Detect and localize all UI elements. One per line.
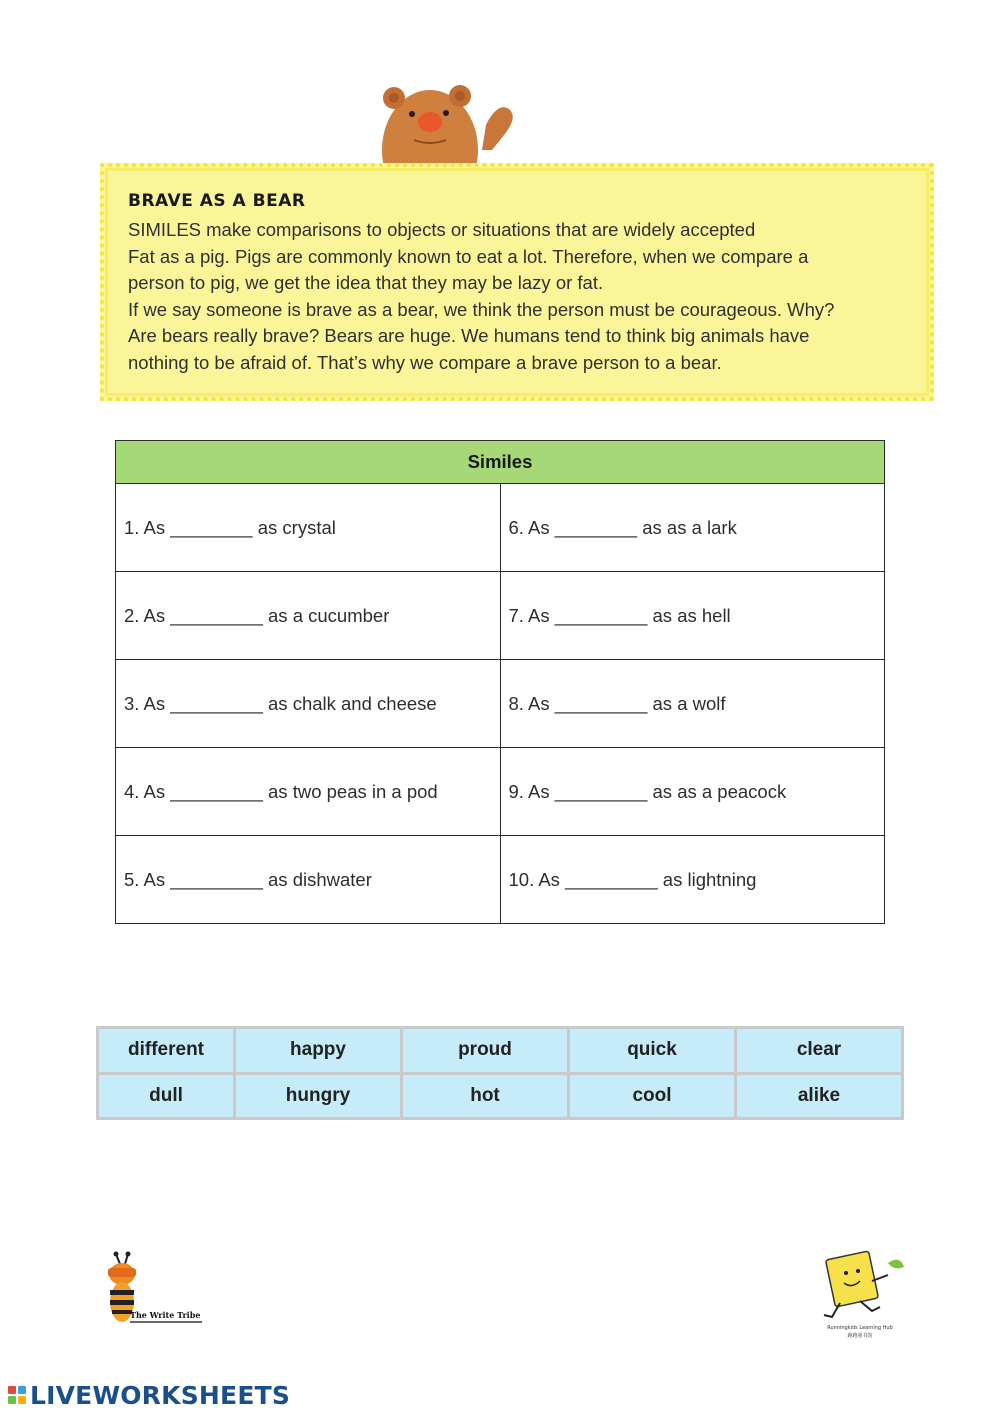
word-different[interactable]: different: [99, 1029, 233, 1072]
simile-7[interactable]: 7. As _________ as as hell: [500, 572, 885, 660]
simile-8[interactable]: 8. As _________ as a wolf: [500, 660, 885, 748]
simile-9[interactable]: 9. As _________ as as a peacock: [500, 748, 885, 836]
word-bank: [96, 1026, 904, 1120]
simile-1[interactable]: 1. As ________ as crystal: [116, 484, 501, 572]
simile-2[interactable]: 2. As _________ as a cucumber: [116, 572, 501, 660]
info-line: nothing to be afraid of. That’s why we compare a brave person to a bear.: [128, 351, 722, 373]
word-cool[interactable]: cool: [570, 1075, 734, 1118]
info-box: [100, 163, 934, 401]
bear-paw: [482, 107, 513, 150]
info-line: Fat as a pig. Pigs are commonly known to eat a lot. Therefore, when we compare a: [128, 245, 809, 267]
word-dull[interactable]: dull: [99, 1075, 233, 1118]
liveworksheets-brand[interactable]: [8, 1380, 290, 1410]
word-bank-row: [99, 1029, 901, 1072]
word-proud[interactable]: proud: [403, 1029, 567, 1072]
word-happy[interactable]: happy: [236, 1029, 400, 1072]
write-tribe-logo: [98, 1250, 208, 1330]
info-title: BRAVE AS A BEAR: [128, 191, 306, 211]
table-row: [116, 836, 885, 924]
bear-illustration: [374, 80, 524, 170]
table-row: [116, 572, 885, 660]
table-row: [116, 660, 885, 748]
simile-5[interactable]: 5. As _________ as dishwater: [116, 836, 501, 924]
table-row: [116, 484, 885, 572]
runningkids-caption: Runningkids Learning Hub: [827, 1325, 893, 1331]
word-quick[interactable]: quick: [570, 1029, 734, 1072]
word-clear[interactable]: clear: [737, 1029, 901, 1072]
simile-4[interactable]: 4. As _________ as two peas in a pod: [116, 748, 501, 836]
table-row: [116, 748, 885, 836]
info-line: Are bears really brave? Bears are huge. We humans tend to think big animals have: [128, 325, 810, 346]
runningkids-logo: [810, 1245, 910, 1345]
brand-name: LIVEWORKSHEETS: [30, 1380, 291, 1410]
info-line: person to pig, we get the idea that they may be lazy or fat.: [128, 272, 604, 293]
similes-table: [115, 440, 885, 924]
word-bank-row: [99, 1075, 901, 1118]
simile-3[interactable]: 3. As _________ as chalk and cheese: [116, 660, 501, 748]
info-line: If we say someone is brave as a bear, we think the person must be courageous. Why?: [128, 298, 835, 320]
write-tribe-caption: The Write Tribe: [130, 1310, 201, 1320]
info-line: SIMILES make comparisons to objects or situations that are widely accepted: [128, 219, 756, 240]
word-alike[interactable]: alike: [737, 1075, 901, 1118]
runningkids-caption-cn: 跑跑童书馆: [847, 1333, 873, 1339]
word-hungry[interactable]: hungry: [236, 1075, 400, 1118]
similes-header: Similes: [116, 441, 885, 484]
simile-10[interactable]: 10. As _________ as lightning: [500, 836, 885, 924]
word-hot[interactable]: hot: [403, 1075, 567, 1118]
brand-icon: [8, 1386, 26, 1404]
simile-6[interactable]: 6. As ________ as as a lark: [500, 484, 885, 572]
